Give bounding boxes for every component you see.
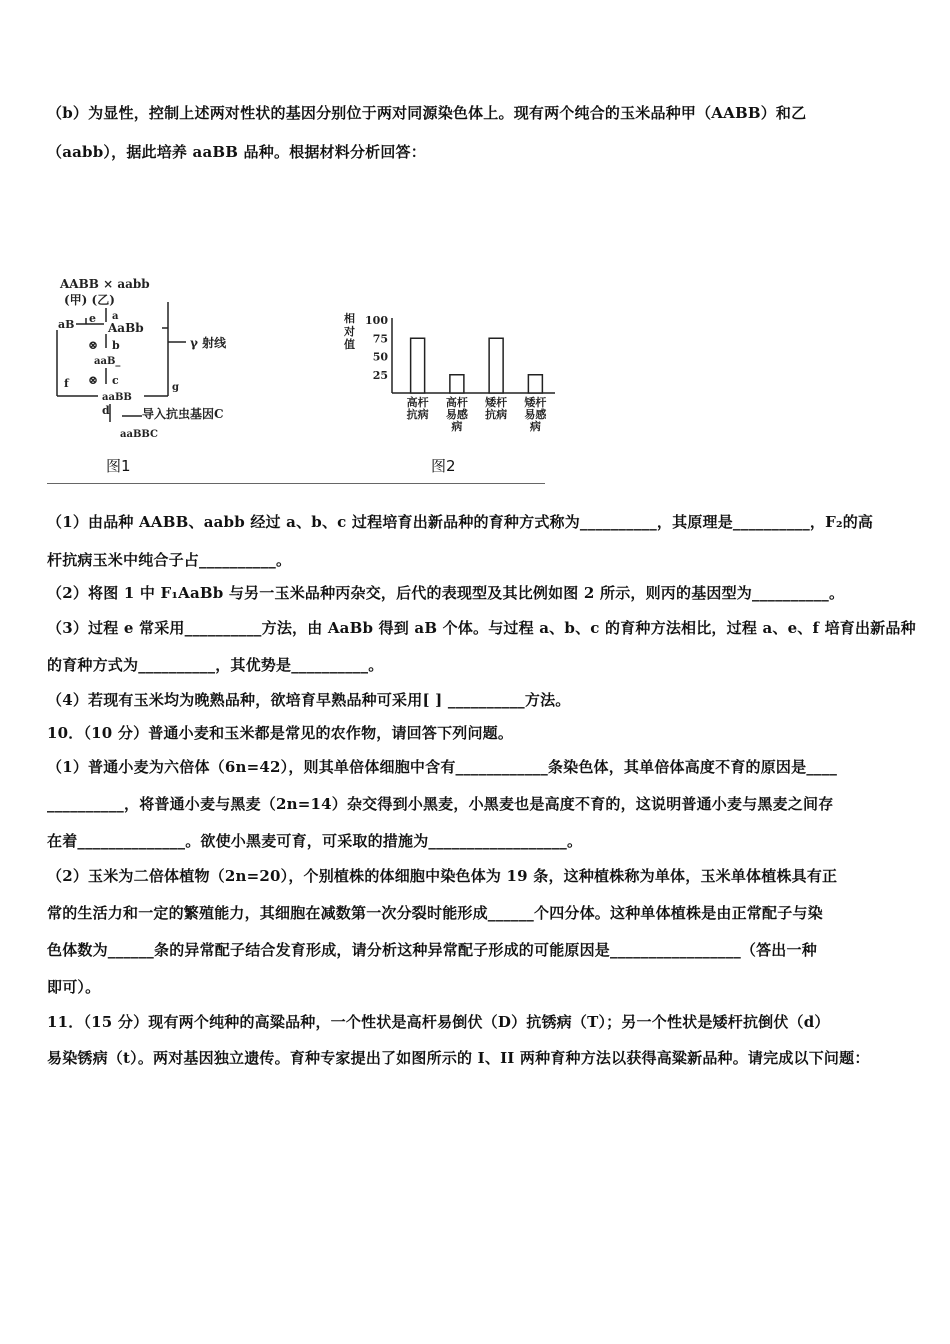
fig1-aaBB: aaBB (102, 392, 132, 403)
fig1-gamma-ray: γ 射线 (190, 336, 227, 350)
fig1-self-1: ⊗ (88, 338, 99, 352)
p10-q1-line-3: 在着______________。欲使小黑麦可育，可采取的措施为__________________。 (47, 832, 583, 850)
chart-y-tick-label: 100 (365, 314, 388, 327)
chart-ylabel-char: 值 (344, 338, 355, 351)
fig1-step-a: a (112, 311, 119, 322)
problem-11-line-1: 11．（15 分）现有两个纯种的高粱品种，一个性状是高杆易倒伏（D）抗锈病（T）；另一个性状是矮杆抗倒伏（d） (47, 1013, 830, 1031)
chart-bar (528, 375, 542, 393)
fig1-step-f: f (64, 377, 69, 390)
problem-11-line-2: 易染锈病（t）。两对基因独立遗传。育种专家提出了如图所示的 I、II 两种育种方法以获得高粱新品种。请完成以下问题： (47, 1049, 870, 1067)
fig1-parents: (甲) (乙) (64, 293, 115, 307)
chart-y-tick-label: 75 (372, 332, 388, 346)
fig1-gene: 导入抗虫基因C (142, 407, 224, 421)
chart-category-label: 抗病 (485, 408, 508, 421)
chart-bar (489, 338, 503, 393)
chart-category-label: 高杆 (445, 396, 468, 409)
p10-q2-line-2: 常的生活力和一定的繁殖能力，其细胞在减数第一次分裂时能形成______个四分体。这种单体植株是由正常配子与染 (47, 904, 823, 922)
chart-category-label: 易感 (524, 408, 547, 421)
q3-line-2: 的育种方式为__________，其优势是__________。 (47, 656, 384, 674)
p10-q1-line-1: （1）普通小麦为六倍体（6n=42），则其单倍体细胞中含有____________条染色体，其单倍体高度不育的原因是____ (47, 758, 838, 776)
fig1-result: aaBBC (120, 429, 159, 440)
chart-category-label: 易感 (445, 408, 468, 421)
chart-category-label: 矮杆 (524, 396, 547, 409)
p10-q2-line-3: 色体数为______条的异常配子结合发育形成，请分析这种异常配子形成的可能原因是_________________（答出一种 (47, 941, 817, 959)
chart-bar (450, 375, 464, 393)
fig1-aB: aB (58, 318, 75, 331)
q1-line-2: 杆抗病玉米中纯合子占__________。 (47, 551, 292, 569)
fig1-self-2: ⊗ (88, 373, 99, 387)
fig1-step-e: e (89, 312, 96, 325)
figure-2-caption: 图2 (431, 457, 456, 475)
chart-category-label: 高杆 (406, 396, 429, 409)
chart-category-label: 病 (451, 420, 463, 433)
q4-line: （4）若现有玉米均为晚熟品种，欲培育早熟品种可采用[ ] __________方法。 (47, 691, 571, 709)
intro-line-2: （aabb），据此培养 aaBB 品种。根据材料分析回答： (47, 143, 426, 161)
fig1-step-b: b (112, 339, 120, 352)
chart-ylabel-char: 对 (344, 325, 355, 338)
q1-line-1: （1）由品种 AABB、aabb 经过 a、b、c 过程培育出新品种的育种方式称为__________，其原理是__________，F₂的高 (47, 513, 874, 531)
p10-q2-line-1: （2）玉米为二倍体植物（2n=20），个别植株的体细胞中染色体为 19 条，这种植株称为单体，玉米单体植株具有正 (47, 867, 838, 885)
figure-2-bar-chart (330, 300, 560, 445)
chart-y-tick-label: 25 (372, 368, 388, 382)
figure-1-breeding-diagram (52, 272, 292, 472)
figure-divider (47, 483, 545, 484)
fig1-step-d: d (102, 404, 110, 417)
chart-category-label: 抗病 (406, 408, 429, 421)
q2-line: （2）将图 1 中 F₁AaBb 与另一玉米品种丙杂交，后代的表现型及其比例如图 2 所示，则丙的基因型为__________。 (47, 584, 845, 602)
figure-1-caption: 图1 (106, 457, 131, 475)
q3-line-1: （3）过程 e 常采用__________方法，由 AaBb 得到 aB 个体。与过程 a、b、c 的育种方法相比，过程 a、e、f 培育出新品种 (47, 619, 916, 637)
chart-ylabel-char: 相 (344, 312, 355, 325)
fig1-cross: AABB × aabb (60, 277, 150, 291)
p10-q2-line-4: 即可）。 (47, 978, 101, 996)
fig1-f1: AaBb (108, 321, 144, 335)
chart-category-label: 矮杆 (485, 396, 508, 409)
fig1-aaB: aaB_ (94, 356, 121, 367)
intro-line-1: （b）为显性，控制上述两对性状的基因分别位于两对同源染色体上。现有两个纯合的玉米品种甲（AABB）和乙 (47, 104, 807, 122)
fig1-step-g: g (172, 382, 179, 393)
chart-y-tick-label: 50 (372, 350, 388, 364)
fig1-step-c: c (112, 374, 119, 387)
chart-category-label: 病 (529, 420, 541, 433)
problem-10-heading: 10．（10 分）普通小麦和玉米都是常见的农作物，请回答下列问题。 (47, 724, 514, 742)
p10-q1-line-2: __________，将普通小麦与黑麦（2n=14）杂交得到小黑麦，小黑麦也是高度不育的，这说明普通小麦与黑麦之间存 (47, 795, 834, 813)
chart-bar (411, 338, 425, 393)
